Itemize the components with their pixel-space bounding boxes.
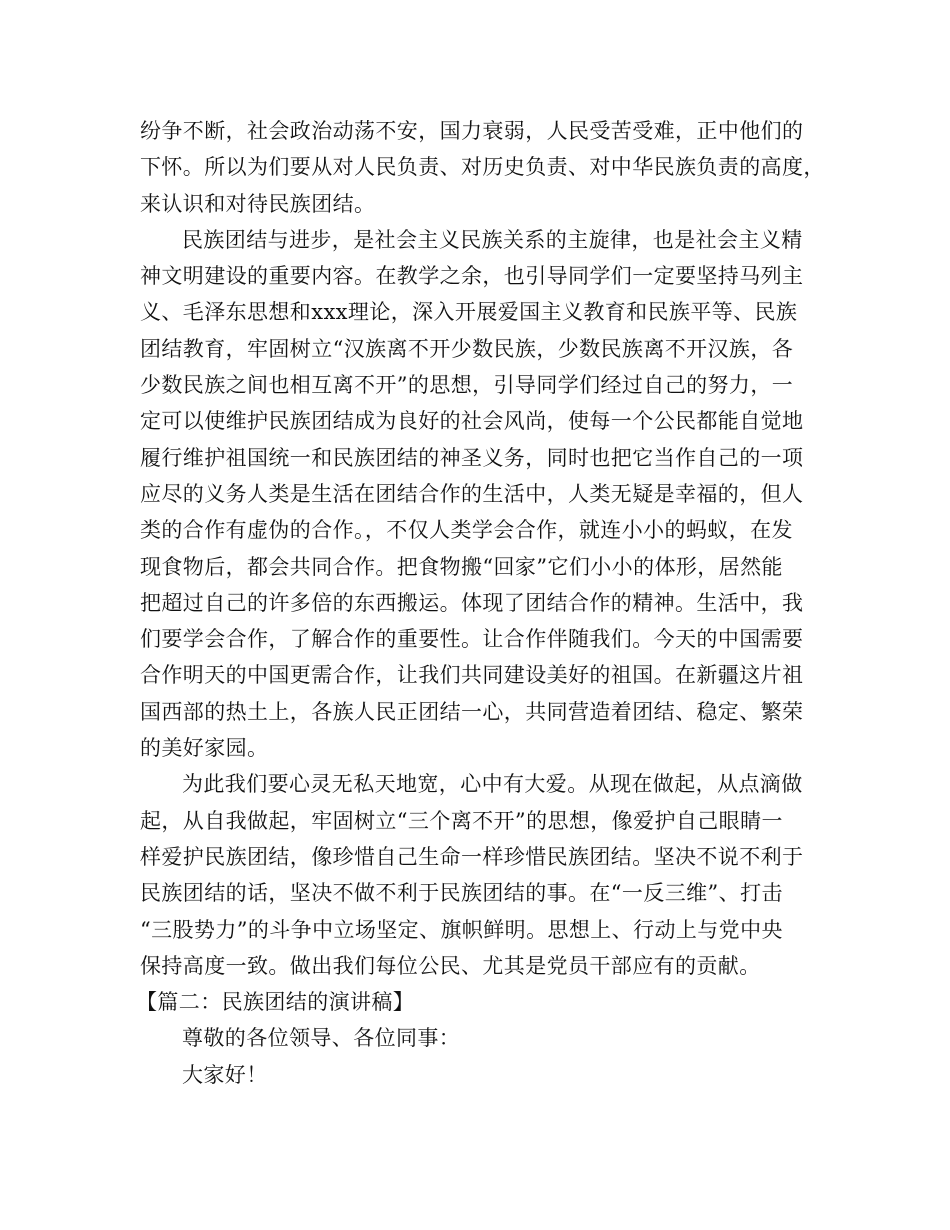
text-line: 保持高度一致。做出我们每位公民、尤其是党员干部应有的贡献。	[140, 953, 761, 978]
text-line: “三股势力”的斗争中立场坚定、旗帜鲜明。思想上、行动上与党中央	[140, 917, 783, 942]
text-line: 样爱护民族团结，像珍惜自己生命一样珍惜民族团结。坚决不说不利于	[140, 844, 804, 869]
text-line: 的美好家园。	[140, 736, 269, 761]
section-heading: 【篇二：民族团结的演讲稿】	[136, 990, 415, 1015]
text-line: 义、毛泽东思想和xxx理论，深入开展爱国主义教育和民族平等、民族	[140, 300, 798, 325]
document-body	[136, 113, 825, 1093]
text-line: 团结教育，牢固树立“汉族离不开少数民族，少数民族离不开汉族，各	[140, 336, 794, 361]
paragraph-start-line: 民族团结与进步，是社会主义民族关系的主旋律，也是社会主义精	[182, 227, 803, 252]
text-line: 履行维护祖国统一和民族团结的神圣义务，同时也把它当作自己的一项	[140, 445, 804, 470]
text-line: 神文明建设的重要内容。在教学之余，也引导同学们一定要坚持马列主	[140, 264, 804, 289]
text-line: 把超过自己的许多倍的东西搬运。体现了团结合作的精神。生活中，我	[140, 590, 804, 615]
text-line: 们要学会合作，了解合作的重要性。让合作伴随我们。今天的中国需要	[140, 627, 804, 652]
paragraph-start-line: 为此我们要心灵无私天地宽，心中有大爱。从现在做起，从点滴做	[182, 772, 803, 797]
text-line: 少数民族之间也相互离不开”的思想，引导同学们经过自己的努力，一	[140, 373, 794, 398]
salutation: 尊敬的各位领导、各位同事：	[182, 1026, 461, 1051]
text-line: 起，从自我做起，牢固树立“三个离不开”的思想，像爱护自己眼睛一	[140, 808, 783, 833]
text-line: 来认识和对待民族团结。	[140, 191, 376, 216]
text-line: 合作明天的中国更需合作，让我们共同建设美好的祖国。在新疆这片祖	[140, 663, 804, 688]
text-line: 现食物后，都会共同合作。把食物搬“回家”它们小小的体形，居然能	[140, 554, 783, 579]
text-line: 民族团结的话，坚决不做不利于民族团结的事。在“一反三维”、打击	[140, 881, 783, 906]
text-line: 应尽的义务人类是生活在团结合作的生活中，人类无疑是幸福的，但人	[140, 481, 804, 506]
text-line: 国西部的热土上，各族人民正团结一心，共同营造着团结、稳定、繁荣	[140, 699, 804, 724]
text-line: 类的合作有虚伪的合作。，不仅人类学会合作，就连小小的蚂蚁，在发	[140, 518, 793, 543]
text-line: 下怀。所以为们要从对人民负责、对历史负责、对中华民族负责的高度，	[140, 155, 825, 180]
text-line: 纷争不断，社会政治动荡不安，国力衰弱，人民受苦受难，正中他们的	[140, 119, 804, 143]
text-line: 定可以使维护民族团结成为良好的社会风尚，使每一个公民都能自觉地	[140, 409, 804, 434]
greeting: 大家好！	[182, 1062, 268, 1087]
